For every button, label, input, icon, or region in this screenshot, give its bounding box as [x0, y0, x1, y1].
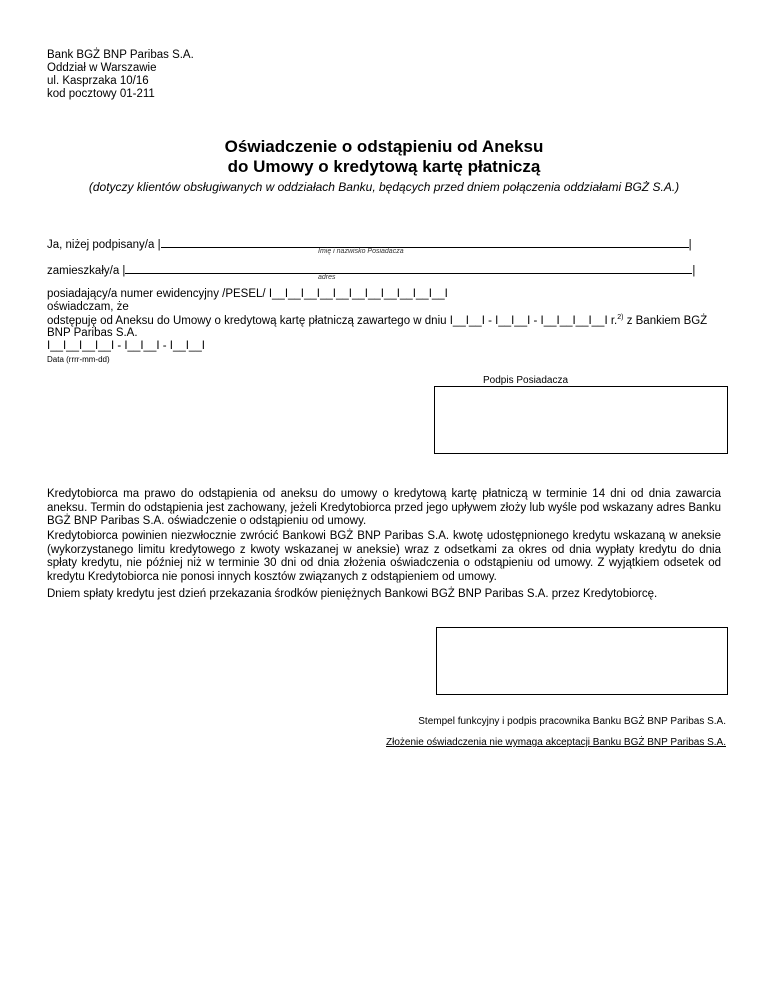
footnote-mark: 2)	[617, 314, 624, 321]
bank-street: ul. Kasprzaka 10/16	[47, 75, 149, 87]
pesel-row	[47, 288, 448, 300]
paragraph-withdrawal-right: Kredytobiorca ma prawo do odstąpienia od aneksu do umowy o kredytową kartę płatniczą w terminie 14 dni od dnia zawarcia aneksu. Termin do odstąpienia jest zachowany, jeżeli Kredytobiorca przed jego upływem złoży lub wyśle pod wskazany adres Banku BGŻ BNP Paribas S.A. oświadczenie o odstąpieniu od umowy.	[47, 488, 721, 527]
bank-postcode: kod pocztowy 01-211	[47, 88, 155, 100]
withdraw-suffix: r.	[610, 314, 618, 327]
pesel-field[interactable]: I__I__I__I__I__I__I__I__I__I__I__I	[268, 288, 448, 300]
name-label: Ja, niżej podpisany/a	[47, 239, 155, 251]
signature-box[interactable]	[434, 386, 728, 454]
acceptance-note: Złożenie oświadczenia nie wymaga akceptacji Banku BGŻ BNP Paribas S.A.	[386, 737, 726, 748]
withdraw-end: z Bankiem BGŻ	[626, 314, 708, 327]
stamp-label: Stempel funkcyjny i podpis pracownika Banku BGŻ BNP Paribas S.A.	[418, 716, 726, 727]
document-title-line1: Oświadczenie o odstąpieniu od Aneksu	[224, 137, 544, 156]
stamp-box[interactable]	[436, 627, 728, 695]
annex-date-field[interactable]: I__I__I - I__I__I - I__I__I__I__I	[449, 314, 608, 327]
name-row: Ja, niżej podpisany/a | |	[47, 236, 692, 251]
withdraw-row	[47, 314, 707, 327]
paragraph-repayment-date: Dniem spłaty kredytu jest dzień przekazania środków pieniężnych Bankowi BGŻ BNP Paribas S.A. przez Kredytobiorcę.	[47, 588, 658, 600]
document-subtitle: (dotyczy klientów obsługiwanych w oddziałach Banku, będących przed dniem połączenia oddziałami BGŻ S.A.)	[88, 180, 680, 194]
withdraw-text: odstępuję od Aneksu do Umowy o kredytową kartę płatniczą zawartego w dniu	[47, 314, 447, 327]
address-field[interactable]	[125, 262, 692, 274]
name-caption: Imię i nazwisko Posiadacza	[318, 248, 404, 255]
document-title-line2: do Umowy o kredytową kartę płatniczą	[227, 157, 541, 176]
address-label: zamieszkały/a	[47, 265, 120, 277]
withdraw-end2: BNP Paribas S.A.	[47, 327, 138, 339]
date-field[interactable]: I__I__I__I__I - I__I__I - I__I__I	[47, 340, 205, 352]
pesel-label: posiadający/a numer ewidencyjny /PESEL/	[47, 288, 266, 300]
signature-label: Podpis Posiadacza	[483, 375, 569, 386]
name-field[interactable]	[161, 236, 689, 248]
paragraph-repayment: Kredytobiorca powinien niezwłocznie zwrócić Bankowi BGŻ BNP Paribas S.A. kwotę udostępnionego kredytu wskazaną w aneksie (wykorzystanego limitu kredytowego z kwoty wskazanej w aneksie) wraz z odsetkami za okres od dnia wypłaty kredytu do dnia spłaty kredytu, nie później niż w terminie 30 dni od dnia złożenia oświadczenia o odstąpieniu od umowy. Z wyjątkiem odsetek od kredytu Kredytobiorca nie ponosi innych kosztów związanych z odstąpieniem od umowy.	[47, 530, 721, 583]
date-caption: Data (rrrr-mm-dd)	[47, 355, 110, 364]
declare-text: oświadczam, że	[47, 301, 129, 313]
bank-name: Bank BGŻ BNP Paribas S.A.	[47, 49, 194, 61]
bank-branch: Oddział w Warszawie	[47, 62, 157, 74]
address-row: zamieszkały/a | |	[47, 262, 695, 277]
address-caption: adres	[318, 274, 336, 281]
bank-address	[47, 49, 194, 101]
